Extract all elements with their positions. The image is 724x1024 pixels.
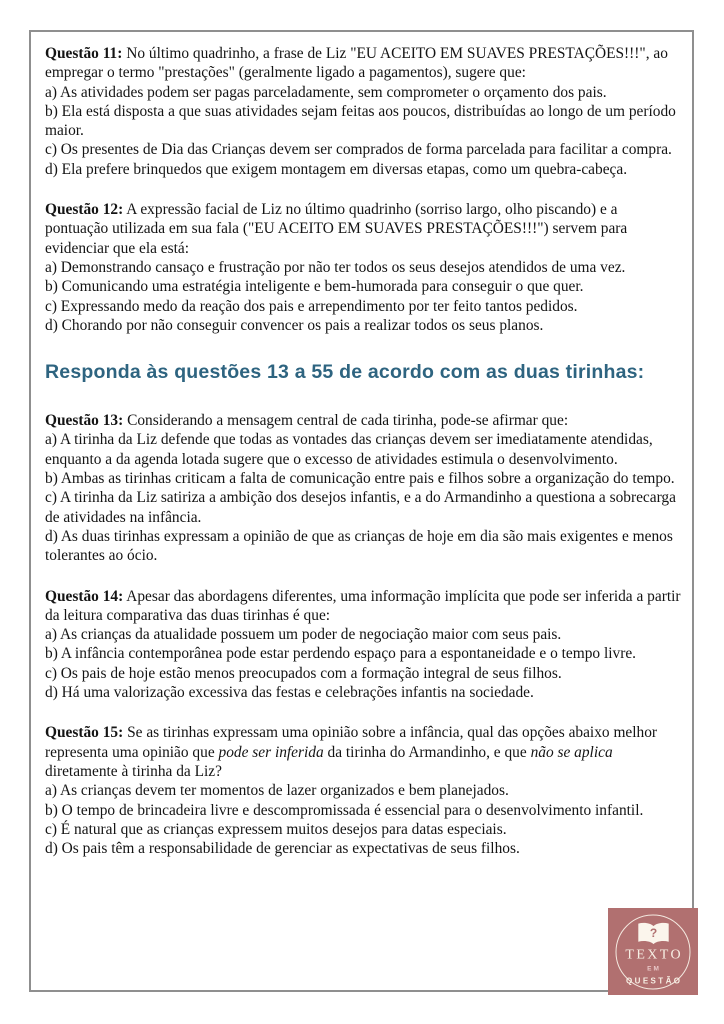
question-15	[45, 723, 684, 858]
question-label: Questão 13:	[45, 412, 124, 430]
question-13	[45, 411, 684, 565]
question-14	[45, 587, 684, 703]
page-content	[45, 44, 684, 879]
logo-circle	[616, 914, 691, 989]
question-13-option-b: b) Ambas as tirinhas criticam a falta de comunicação entre pais e filhos sobre a organização do tempo.	[45, 470, 675, 488]
question-intro	[45, 587, 684, 626]
question-15-option-d: d) Os pais têm a responsabilidade de gerenciar as expectativas de seus filhos.	[45, 840, 520, 858]
question-14-option-c: c) Os pais de hoje estão menos preocupados com a formação integral de seus filhos.	[45, 664, 562, 682]
question-12-option-a: a) Demonstrando cansaço e frustração por não ter todos os seus desejos atendidos de uma vez.	[45, 258, 626, 276]
logo-text-em: EM	[647, 965, 661, 972]
question-12-option-d: d) Chorando por não conseguir convencer os pais a realizar todos os seus planos.	[45, 316, 544, 334]
question-intro-text: Considerando a mensagem central de cada tirinha, pode-se afirmar que:	[123, 412, 569, 430]
question-label: Questão 15:	[45, 724, 124, 742]
question-13-option-d: d) As duas tirinhas expressam a opinião de que as crianças de hoje em dia são mais exigentes e menos tolerantes ao ócio.	[45, 527, 673, 565]
question-12-option-c: c) Expressando medo da reação dos pais e arrependimento por ter feito tantos pedidos.	[45, 297, 578, 315]
question-intro-text: Apesar das abordagens diferentes, uma informação implícita que pode ser inferida a partir da leitura comparativa das duas tirinhas é que:	[45, 587, 681, 624]
question-14-option-d: d) Há uma valorização excessiva das festas e celebrações infantis na sociedade.	[45, 684, 534, 702]
question-14-option-b: b) A infância contemporânea pode estar perdendo espaço para a espontaneidade e o tempo livre.	[45, 645, 637, 663]
section-heading: Responda às questões 13 a 55 de acordo com as duas tirinhas:	[45, 361, 645, 384]
question-11-option-d: d) Ela prefere brinquedos que exigem montagem em diversas etapas, como um quebra-cabeça.	[45, 160, 628, 178]
question-15-option-a: a) As crianças devem ter momentos de lazer organizados e bem planejados.	[45, 782, 509, 800]
questions-section-2	[45, 411, 684, 858]
question-11-option-a: a) As atividades podem ser pagas parceladamente, sem comprometer o orçamento dos pais.	[45, 83, 607, 101]
question-intro-text: No último quadrinho, a frase de Liz "EU ACEITO EM SUAVES PRESTAÇÕES!!!", ao empregar o termo "prestações" (geralmente ligado a pagamentos), sugere que:	[45, 45, 668, 82]
question-intro	[45, 411, 684, 430]
question-label: Questão 12:	[45, 201, 124, 219]
question-11	[45, 44, 684, 179]
questions-section-1	[45, 44, 684, 335]
question-14-option-a: a) As crianças da atualidade possuem um poder de negociação maior com seus pais.	[45, 626, 562, 644]
question-13-option-a: a) A tirinha da Liz defende que todas as vontades das crianças devem ser imediatamente atendidas, enquanto a da agenda lotada sugere que o excesso de atividades estimula o desenvolvimento.	[45, 431, 653, 468]
question-intro-text: A expressão facial de Liz no último quadrinho (sorriso largo, olho piscando) e a pontuação utilizada em sua fala ("EU ACEITO EM SUAVES PRESTAÇÕES!!!") servem para evidenciar que ela está:	[45, 201, 628, 257]
question-11-option-c: c) Os presentes de Dia das Crianças devem ser comprados de forma parcelada para facilitar a compra.	[45, 141, 672, 159]
logo-text-questao: QUESTÃO	[626, 976, 683, 985]
open-book-question-icon	[636, 921, 670, 946]
question-label: Questão 11:	[45, 45, 123, 62]
question-label: Questão 14:	[45, 587, 124, 605]
question-intro	[45, 723, 684, 781]
question-12-option-b: b) Comunicando uma estratégia inteligente e bem-humorada para conseguir o que quer.	[45, 278, 584, 296]
question-15-option-c: c) É natural que as crianças expressem muitos desejos para datas especiais.	[45, 820, 507, 838]
question-intro	[45, 200, 684, 258]
logo-question-mark: ?	[649, 925, 657, 940]
logo-text-texto: TEXTO	[625, 947, 683, 962]
question-intro	[45, 44, 684, 83]
question-12	[45, 200, 684, 335]
question-11-option-b: b) Ela está disposta a que suas atividades sejam feitas aos poucos, distribuídas ao longo de um período maior.	[45, 102, 676, 140]
texto-em-questao-logo	[608, 908, 698, 995]
question-intro-text: Se as tirinhas expressam uma opinião sobre a infância, qual das opções abaixo melhor representa uma opinião que pode ser inferida da tirinha do Armandinho, e que não se aplica diretamente à tirinha da Liz?	[45, 724, 658, 780]
question-13-option-c: c) A tirinha da Liz satiriza a ambição dos desejos infantis, e a do Armandinho a questiona a sobrecarga de atividades na infância.	[45, 489, 676, 526]
question-15-option-b: b) O tempo de brincadeira livre e descompromissada é essencial para o desenvolvimento infantil.	[45, 801, 644, 819]
